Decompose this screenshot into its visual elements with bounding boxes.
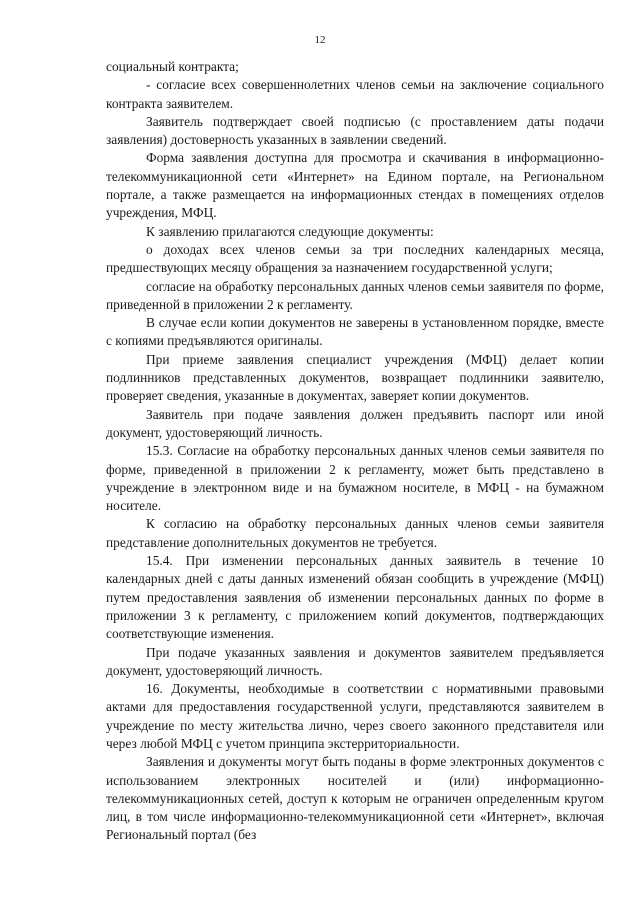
paragraph: 15.3. Согласие на обработку персональных данных членов семьи заявителя по форме, приведенной в приложении 2 к регламенту, может быть представлено в учреждение в электронном виде и на бумажном носителе, в МФЦ - на бумажном носителе.	[106, 443, 604, 514]
paragraph: Заявитель при подаче заявления должен предъявить паспорт или иной документ, удостоверяющий личность.	[106, 406, 604, 440]
paragraph: В случае если копии документов не заверены в установленном порядке, вместе с копиями предъявляются оригиналы.	[106, 315, 604, 349]
paragraph: При приеме заявления специалист учреждения (МФЦ) делает копии подлинников представленных документов, возвращает подлинники заявителю, проверяет сведения, указанные в документах, заверяет копии документов.	[106, 351, 604, 404]
paragraph: согласие на обработку персональных данных членов семьи заявителя по форме, приведенной в приложении 2 к регламенту.	[106, 278, 604, 312]
paragraph: 16. Документы, необходимые в соответствии с нормативными правовыми актами для предоставления государственной услуги, представляются заявителем в учреждение по месту жительства лично, через своего законного представителя или через любой МФЦ с учетом принципа экстерриториальности.	[106, 681, 604, 751]
paragraph: Заявитель подтверждает своей подписью (с проставлением даты подачи заявления) достоверность указанных в заявлении сведений.	[106, 113, 604, 148]
paragraph: социальный контракта;	[106, 59, 239, 74]
paragraph: Заявления и документы могут быть поданы в форме электронных документов с использованием электронных носителей и (или) информационно-телекоммуникационных сетей, доступ к которым не ограничен определенным кругом лиц, в том числе информационно-телекоммуникационной сети «Интернет», включая Региональный портал (без	[106, 754, 604, 843]
document-body	[106, 58, 604, 845]
paragraph: К согласию на обработку персональных данных членов семьи заявителя представление дополнительных документов не требуется.	[106, 516, 604, 550]
paragraph: При подаче указанных заявления и документов заявителем предъявляется документ, удостоверяющий личность.	[106, 644, 604, 678]
paragraph: о доходах всех членов семьи за три последних календарных месяца, предшествующих месяцу обращения за назначением государственной услуги;	[106, 241, 604, 276]
page-number: 12	[314, 34, 326, 46]
paragraph: Форма заявления доступна для просмотра и скачивания в информационно-телекоммуникационной сети «Интернет» на Едином портале, на Региональном портале, а также размещается на информационных стендах в помещениях отделов учреждения, МФЦ.	[106, 150, 604, 221]
paragraph: 15.4. При изменении персональных данных заявитель в течение 10 календарных дней с даты данных изменений обязан сообщить в учреждение (МФЦ) путем предоставления заявления об изменении персональных данных по форме в приложении 3 к регламенту, с приложением копий документов, подтверждающих соответствующие изменения.	[106, 553, 604, 642]
paragraph: - согласие всех совершеннолетних членов семьи на заключение социального контракта заявителем.	[106, 77, 604, 111]
paragraph: К заявлению прилагаются следующие документы:	[146, 223, 434, 239]
